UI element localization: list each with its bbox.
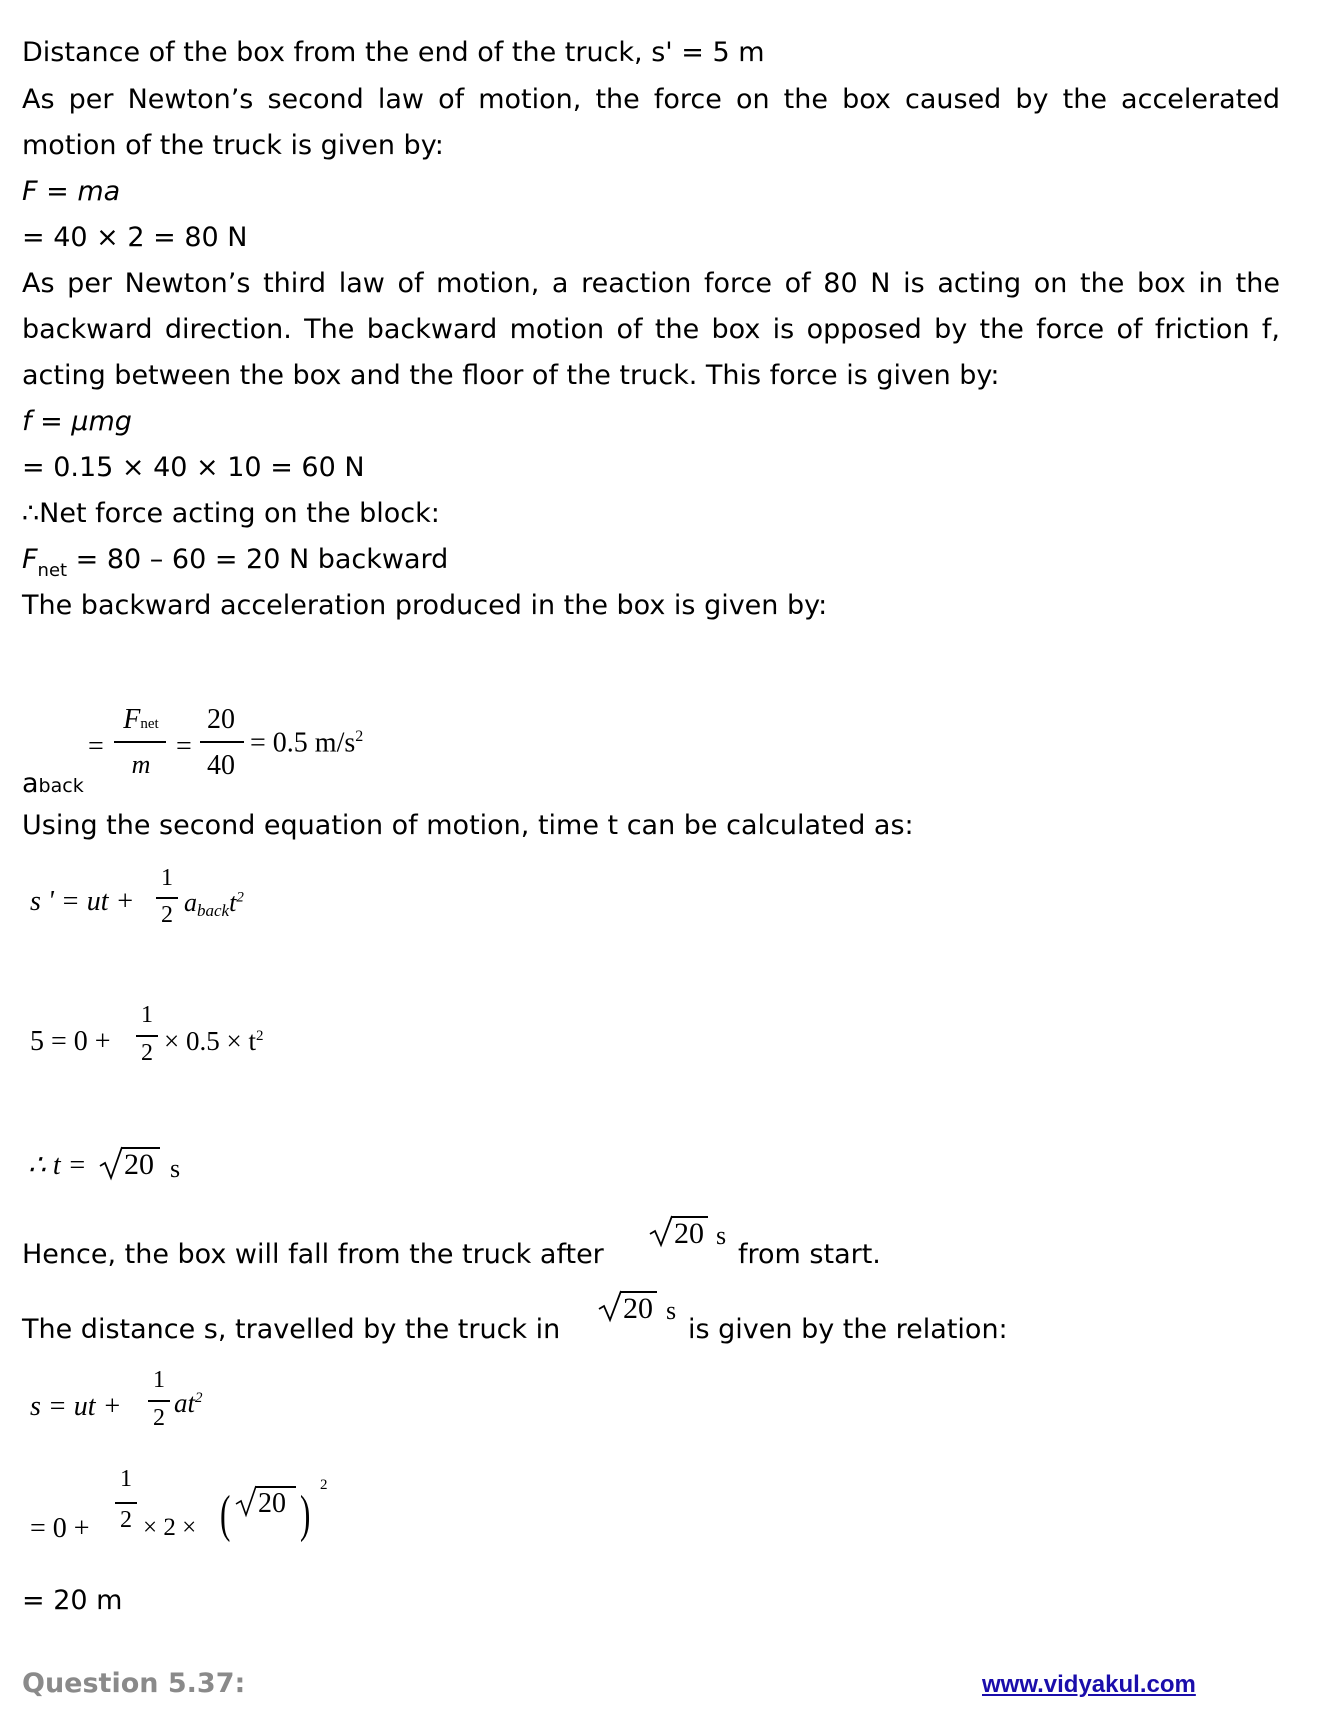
text-line: from start. <box>738 1239 881 1270</box>
fraction-bar <box>115 1502 137 1504</box>
eq6-mid: × 2 × <box>143 1514 197 1541</box>
eq1-result: = 0.5 $m/s^2$ <box>250 727 364 759</box>
website-link[interactable]: www.vidyakul.com <box>982 1671 1196 1698</box>
equation-line: = 0.15 × 40 × 10 = 60 N <box>22 452 365 483</box>
equation-line: F = ma <box>22 176 121 207</box>
fnet-symbol: F <box>22 544 38 575</box>
equation-line: = 40 × 2 = 80 N <box>22 222 248 253</box>
sqrt-icon <box>236 1485 258 1519</box>
eq1-equals: = <box>88 731 104 762</box>
inline1-radicand: 20 <box>674 1217 704 1250</box>
eq1-numerator: Fnet <box>123 704 159 735</box>
text-line: Distance of the box from the end of the truck, s' = 5 m <box>22 37 765 68</box>
eq3-denominator: 2 <box>141 1040 153 1066</box>
eq2-rhs: abackt$^2$ <box>184 888 244 920</box>
text-line: As per Newton’s third law of motion, a reaction force of 80 N is acting on the box in the <box>22 270 1280 299</box>
text-line: Hence, the box will fall from the truck after <box>22 1239 604 1270</box>
eq1-denominator-2: 40 <box>207 750 235 781</box>
eq6-lhs: = 0 + <box>30 1513 90 1544</box>
inline1-unit: s <box>716 1221 727 1250</box>
eq5-denominator: 2 <box>153 1405 165 1431</box>
left-paren: ( <box>220 1486 231 1543</box>
text-line: motion of the truck is given by: <box>22 130 444 161</box>
fraction-bar <box>148 1400 170 1402</box>
text-line: The distance s, travelled by the truck in <box>22 1314 561 1345</box>
eq3-numerator: 1 <box>141 1002 153 1028</box>
aback-label: aback <box>22 768 84 799</box>
eq2-numerator: 1 <box>161 865 173 891</box>
eq4-lhs: ∴ t = <box>28 1150 87 1181</box>
text-line: ∴Net force acting on the block: <box>22 498 440 529</box>
text-line: acting between the box and the floor of the truck. This force is given by: <box>22 360 1000 391</box>
eq3-rhs: × $0.5 \times t^2$ <box>164 1026 264 1056</box>
eq4-radicand: 20 <box>124 1148 154 1181</box>
question-heading: Question 5.37: <box>22 1668 246 1699</box>
eq5-rhs: $at^2$ <box>174 1388 203 1418</box>
sqrt-icon <box>650 1215 674 1249</box>
inline2-radicand: 20 <box>623 1292 653 1325</box>
text-line: As per Newton’s second law of motion, the force on the box caused by the accelerated <box>22 86 1280 115</box>
eq2-lhs: s ' = ut + <box>30 886 135 917</box>
eq1-denominator: m <box>131 750 151 779</box>
eq6-denominator: 2 <box>120 1507 132 1533</box>
fnet-subscript: net <box>37 560 68 581</box>
eq6-radicand: 20 <box>258 1488 286 1519</box>
eq5-numerator: 1 <box>153 1367 165 1393</box>
equation-line: = 20 m <box>22 1585 123 1616</box>
fraction-bar <box>114 741 166 743</box>
text-line: backward direction. The backward motion of the box is opposed by the force of friction f, <box>22 316 1280 345</box>
text-line: The backward acceleration produced in the box is given by: <box>22 590 828 621</box>
fraction-bar <box>136 1035 158 1037</box>
inline2-unit: s <box>666 1296 677 1325</box>
text-line: Using the second equation of motion, time t can be calculated as: <box>22 810 914 841</box>
fraction-bar <box>156 897 178 899</box>
eq1-numerator-2: 20 <box>207 704 235 735</box>
equation-line: f = μmg <box>22 406 132 437</box>
eq4-unit: s <box>170 1154 181 1183</box>
eq6-exponent: 2 <box>320 1477 328 1493</box>
sqrt-icon <box>100 1146 124 1180</box>
sqrt-icon <box>599 1290 623 1324</box>
eq5-lhs: s = ut + <box>30 1391 122 1422</box>
eq1-equals-2: = <box>176 731 192 762</box>
fnet-value: = 80 – 60 = 20 N backward <box>67 544 449 575</box>
equation-line <box>22 544 449 581</box>
eq3-lhs: 5 = 0 + <box>30 1026 111 1057</box>
eq6-numerator: 1 <box>120 1466 132 1492</box>
fraction-bar <box>200 741 244 743</box>
eq2-denominator: 2 <box>161 902 173 928</box>
text-line: is given by the relation: <box>688 1314 1008 1345</box>
right-paren: ) <box>300 1486 311 1543</box>
